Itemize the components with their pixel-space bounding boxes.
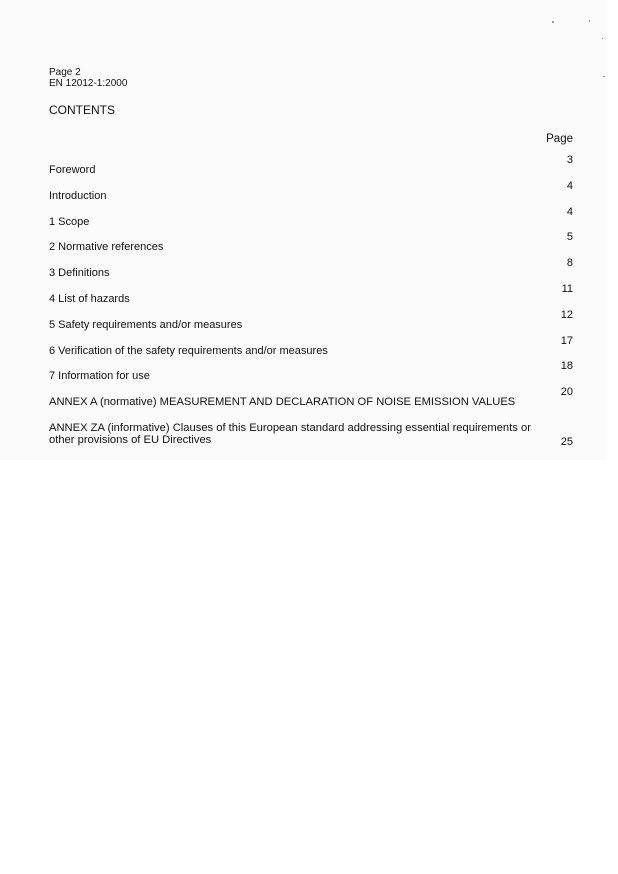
page-column-heading: Page [546, 133, 573, 145]
standard-id: EN 12012-1:2000 [49, 78, 128, 89]
scan-speck [602, 38, 603, 39]
toc-entry-annex-za [49, 422, 573, 446]
toc-entry-title: 7 Information for use [49, 370, 150, 382]
toc-entry-title: 3 Definitions [49, 267, 110, 279]
toc-entry-title: 1 Scope [49, 216, 90, 228]
toc-entry-title: Foreword [49, 164, 96, 176]
toc-entry-title: 6 Verification of the safety requirements and/or measures [49, 345, 328, 357]
scan-speck [603, 76, 605, 77]
toc-entry-page: 5 [566, 231, 573, 243]
page-header [49, 67, 127, 89]
toc-entry-title: 4 List of hazards [49, 293, 130, 305]
toc-entry-title: ANNEX A (normative) MEASUREMENT AND DECLARATION OF NOISE EMISSION VALUES [49, 396, 516, 408]
page-number-label: Page 2 [49, 67, 81, 78]
toc-entry-title: ANNEX ZA (informative) Clauses of this European standard addressing essential requirements or other provisions of EU Directives [49, 422, 531, 446]
toc-entry-page: 8 [566, 257, 573, 269]
toc-entry-page: 11 [561, 283, 573, 295]
toc-entry-page: 18 [560, 360, 573, 372]
toc-entry-page: 17 [560, 335, 573, 347]
toc-entry-page: 20 [560, 386, 573, 398]
toc-entry-page: 4 [566, 206, 573, 218]
contents-title: CONTENTS [49, 103, 115, 117]
toc-entry-title: 5 Safety requirements and/or measures [49, 319, 243, 331]
toc-entry-page: 3 [566, 154, 573, 166]
toc-entry-title: Introduction [49, 190, 107, 202]
toc-entry-page: 4 [566, 180, 573, 192]
toc-entry-title: 2 Normative references [49, 241, 164, 253]
toc-entry-page: 25 [560, 436, 573, 448]
toc-entry-page: 12 [560, 309, 573, 321]
scan-speck [589, 20, 590, 22]
scan-speck [552, 21, 554, 23]
